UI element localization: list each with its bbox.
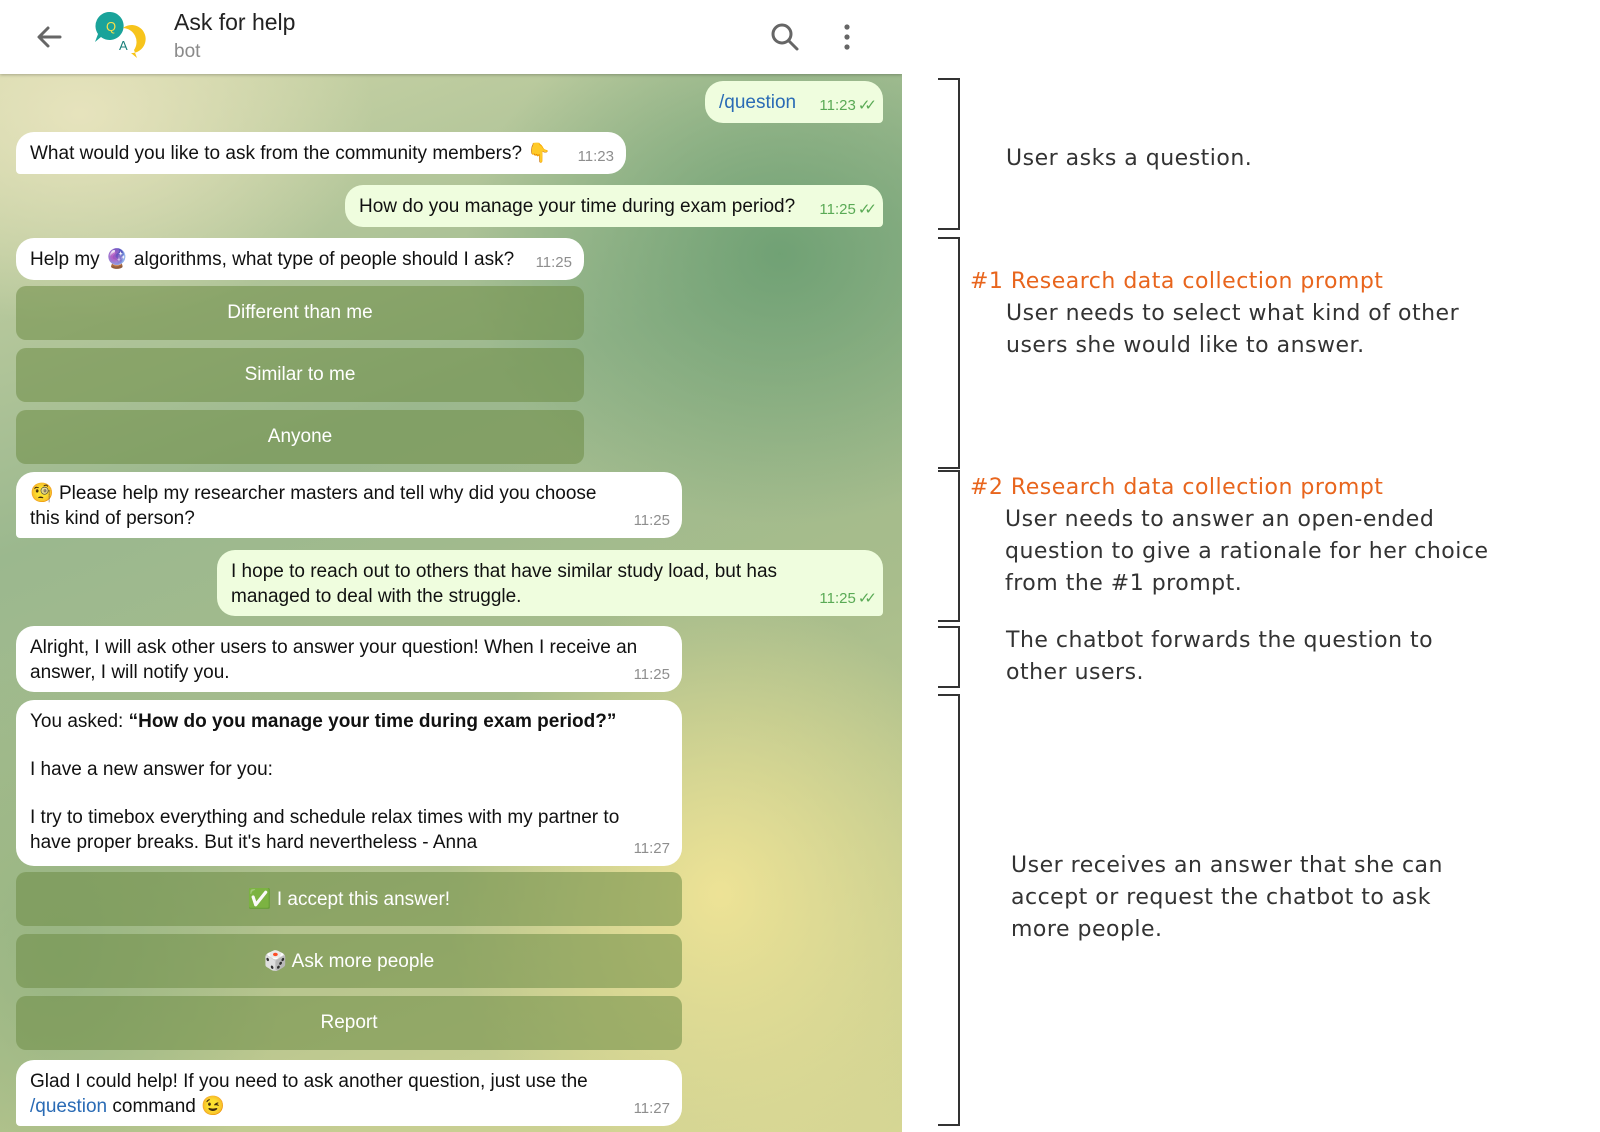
message-time: 11:25: [819, 201, 856, 218]
outgoing-message[interactable]: [217, 550, 883, 616]
incoming-message[interactable]: [16, 700, 682, 866]
annotation-1: User asks a question.: [1006, 146, 1253, 171]
question-command-link[interactable]: /question: [30, 1096, 108, 1117]
annotation-5: User receives an answer that she can accept or request the chatbot to ask more people.: [1011, 853, 1443, 942]
annotation-2-title: #1 Research data collection prompt: [970, 269, 1384, 294]
different-than-me-button[interactable]: Different than me: [16, 286, 584, 340]
incoming-message[interactable]: [16, 238, 584, 280]
anyone-button[interactable]: Anyone: [16, 410, 584, 464]
new-answer-line: I have a new answer for you:: [30, 759, 273, 780]
avatar-letter-q: Q: [106, 19, 117, 34]
read-checks-icon: ✓✓: [857, 590, 871, 607]
message-text-start: Help my: [30, 249, 105, 270]
message-time: 11:25: [633, 666, 670, 683]
bracket-step-5: [938, 694, 960, 1126]
chat-subtitle: bot: [174, 41, 201, 62]
similar-to-me-button[interactable]: Similar to me: [16, 348, 584, 402]
search-icon[interactable]: [770, 22, 800, 52]
incoming-message[interactable]: [16, 626, 682, 692]
asked-prefix: You asked:: [30, 711, 129, 732]
read-checks-icon: ✓✓: [857, 201, 871, 218]
message-time: 11:27: [633, 840, 670, 857]
message-text: Alright, I will ask other users to answer your question! When I receive an answer, I will notify you.: [30, 637, 638, 683]
read-checks-icon: ✓✓: [857, 97, 871, 114]
bot-avatar[interactable]: [95, 12, 147, 60]
bracket-step-4: [938, 626, 960, 688]
message-text: What would you like to ask from the community members? 👇: [30, 143, 552, 164]
avatar-letter-a: A: [119, 38, 128, 53]
message-time: 11:25: [535, 254, 572, 271]
crystal-ball-icon: 🔮: [104, 249, 129, 270]
incoming-message[interactable]: [16, 1060, 682, 1126]
message-text-end: command 😉: [107, 1096, 225, 1117]
annotation-2-body: User needs to select what kind of other users she would like to answer.: [1006, 301, 1460, 358]
message-time: 11:23: [819, 97, 856, 114]
chat-title[interactable]: Ask for help: [174, 9, 296, 35]
ask-more-people-button[interactable]: 🎲 Ask more people: [16, 934, 682, 988]
asked-question: “How do you manage your time during exam period?”: [128, 711, 617, 732]
thinking-face-icon: 🧐: [30, 483, 54, 504]
question-command[interactable]: /question: [719, 92, 797, 113]
incoming-message[interactable]: [16, 132, 626, 174]
report-button[interactable]: Report: [16, 996, 682, 1050]
message-text: Please help my researcher masters and tell why did you choose this kind of person?: [30, 483, 597, 529]
message-time: 11:25: [819, 590, 856, 607]
bracket-step-3: [938, 470, 960, 622]
annotation-3-body: User needs to answer an open-ended question to give a rationale for her choice from the #1 prompt.: [1005, 507, 1489, 596]
message-time: 11:23: [577, 148, 614, 165]
message-time: 11:25: [633, 512, 670, 529]
message-time: 11:27: [633, 1100, 670, 1117]
incoming-message[interactable]: [16, 472, 682, 538]
bracket-step-1: [938, 78, 960, 230]
chat-header: [0, 0, 902, 74]
message-text: How do you manage your time during exam period?: [359, 196, 796, 217]
annotation-3-title: #2 Research data collection prompt: [970, 475, 1384, 500]
message-text-start: Glad I could help! If you need to ask another question, just use the: [30, 1071, 588, 1092]
back-arrow-icon[interactable]: [34, 22, 64, 52]
outgoing-message[interactable]: [345, 185, 883, 227]
answer-text: I try to timebox everything and schedule relax times with my partner to have proper breaks. But it's hard nevertheless - Anna: [30, 807, 620, 853]
bracket-step-2: [938, 237, 960, 469]
message-text-end: algorithms, what type of people should I ask?: [128, 249, 515, 270]
message-text: I hope to reach out to others that have similar study load, but has managed to deal with the struggle.: [231, 561, 778, 607]
more-options-icon[interactable]: [840, 22, 854, 52]
accept-answer-button[interactable]: ✅ I accept this answer!: [16, 872, 682, 926]
chat-area: [0, 74, 902, 1132]
annotation-4: The chatbot forwards the question to other users.: [1006, 628, 1434, 685]
outgoing-message[interactable]: [705, 81, 883, 123]
annotation-panel: [902, 0, 1600, 1132]
